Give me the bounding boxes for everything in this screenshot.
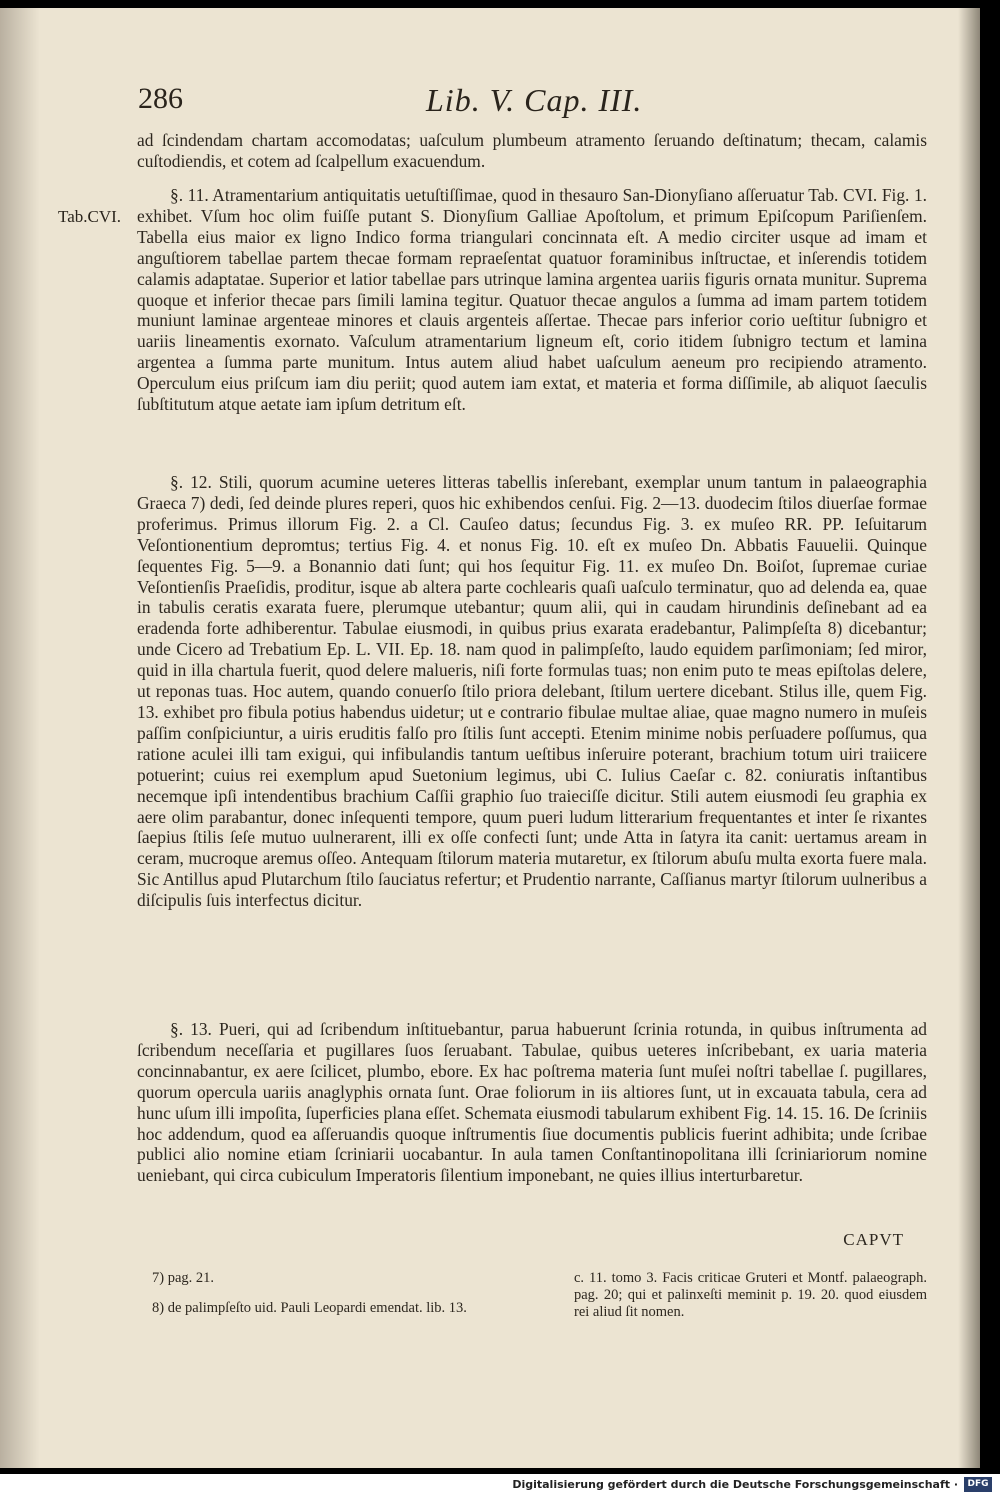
page-edge-shadow [958,8,980,1468]
page-number: 286 [138,82,183,115]
footnotes-left [152,1270,532,1330]
section-11-paragraph [137,185,927,415]
funding-credit: Digitalisierung gefördert durch die Deutsche Forschungsgemeinschaft · [512,1478,958,1491]
paragraph-text: ad ſcindendam chartam accomodatas; uaſculum plumbeum atramento ſeruando deſtinatum; thecam, calamis cuſtodiendis, et cotem ad ſcalpellum exacuendum. [137,130,927,171]
section-13-paragraph [137,1019,927,1186]
digitization-footer [0,1474,1000,1497]
paragraph-text: §. 12. Stili, quorum acumine ueteres litteras tabellis inſerebant, exemplar unum tantum in palaeographia Graeca 7) dedi, ſed deinde plures reperi, quos hic exhibendos cenſui. Fig. 2—13. duodecim ſtilos diuerſae formae proferimus. Primus illorum Fig. 2. a Cl. Cauſeo datus; ſecundus Fig. 3. ex muſeo RR. PP. Ieſuitarum Veſontionentium depromtus; tertius Fig. 4. et nonus Fig. 10. eſt ex muſeo Dn. Abbatis Fauuelii. Quinque ſequentes Fig. 5—9. a Bonannio dati ſunt; qui hos ſequitur Fig. 11. ex muſeo Dn. Boiſot, ſupremae curiae Veſontienſis Praeſidis, proditur, isque ab altera parte cochlearis quaſi uaſculo terminatur, quo ad delenda ea, quae in tabulis ceratis exarata fuere, plerumque utebantur; quum alii, qui in caudam hirundinis deſinebant ad ea eradenda forte adhiberentur. Tabulae eiusmodi, in quibus prius exarata eradebantur, Palimpſeſta 8) dicebantur; unde Cicero ad Trebatium Ep. L. VII. Ep. 18. nam quod in palimpſeſto, laudo equidem parſimoniam; ſed miror, quid in illa chartula fuerit, quod delere malueris, niſi forte formulas tuas; non enim puto te meas epiſtolas delere, ut reponas tuas. Hoc autem, quando conuerſo ſtilo priora delebant, ſtilum uertere dicebant. Stilus ille, quem Fig. 13. exhibet pro fibula potius habendus uidetur; ut e contrario fibulae multae aliae, quae magno numero in muſeis paſſim conſpiciuntur, a uiris eruditis falſo pro ſtilis ſunt accepti. Etenim minime nobis perſuadere poſſumus, qua ratione aculei illi tam exigui, qui infibulandis tantum ueſtibus inſeruire poterant, brachium totum uiri traiicere potuerint; cuius rei exemplum apud Suetonium legimus, ubi C. Iulius Caeſar c. 82. coniuratis inſtantibus necemque ipſi intendentibus brachium Caſſii graphio ſuo traieciſſe dicitur. Stili autem eiusmodi ſeu graphia ex aere olim parabantur, donec inſequenti tempore, quum pueri ludum litterarium frequentantes et inter ſe rixantes ſaepius ſtilis ſeſe mutuo uulnerarent, illi ex oſſe confecti ſunt; unde Atta in ſatyra ita canit: uertamus aream in ceram, mucroque aremus oſſeo. Antequam ſtilorum materia mutaretur, ex ſtilorum abuſu multa exorta fuere mala. Sic Antillus apud Plutarchum ſtilo ſauciatus refertur; et Prudentio narrante, Caſſianus martyr ſtilorum uulneribus a diſcipulis ſuis interfectus dicitur. [137,472,927,911]
chapter-heading: Lib. V. Cap. III. [426,82,643,118]
footnote-8: 8) de palimpſeſto uid. Pauli Leopardi emendat. lib. 13. [152,1300,467,1316]
footnotes-right [574,1270,927,1321]
margin-note: Tab.CVI. [58,207,122,226]
section-12-paragraph [137,472,927,911]
footnote-7: 7) pag. 21. [152,1270,215,1286]
intro-paragraph [137,130,927,172]
gutter-shadow [0,8,40,1468]
paragraph-text: §. 11. Atramentarium antiquitatis uetuſtiſſimae, quod in thesauro San-Dionyſiano aſſeruatur Tab. CVI. Fig. 1. exhibet. Vſum hoc olim fuiſſe putant S. Dionyſium Galliae Apoſtolum, et primum Epiſcopum Pariſienſem. Tabella eius maior ex ligno Indico forma triangulari concinnata eſt. A medio circiter usque ad imam et anguſtiorem tabellae partem thecae formam repraeſentat quatuor foraminibus inſtructae, et inſerendis totidem calamis adaptatae. Superior et latior tabellae pars utrinque lamina argentea uariis figuris ornata munitur. Suprema quoque et inferior thecae pars ſimili lamina tegitur. Quatuor thecae angulos a ſumma ad imam partem totidem muniunt laminae argenteae minores et clauis argenteis aſſertae. Thecae pars inferior corio ueſtitur ſubnigro et uariis lineamentis exornato. Vaſculum atramentarium ligneum eſt, corio itidem ſubnigro tectum et lamina argentea a ſumma parte munitum. Intus autem aliud habet uaſculum aeneum pro recipiendo atramento. Operculum eius priſcum iam diu periit; quod autem iam extat, et materia et forma diſſimile, ab aliquot ſaeculis ſubſtitutum atque aetate iam ipſum detritum eſt. [137,185,927,415]
catchword: CAPVT [843,1230,904,1249]
paragraph-text: §. 13. Pueri, qui ad ſcribendum inſtituebantur, parua habuerunt ſcrinia rotunda, in quibus inſtrumenta ad ſcribendum neceſſaria et pugillares ſuos ſeruabant. Tabulae, quibus ueteres inſcribebant, ex uaria materia concinnabantur, ex aere ſcilicet, plumbo, ebore. Ex hac poſtrema materia ſunt muſei noſtri tabellae ſ. pugillares, quorum opercula uariis anaglyphis ornata ſunt. Orae foliorum in iis altiores ſunt, ut in excauata tabula, cera ad hunc uſum illi impoſita, ſuperficies plana eſſet. Schemata eiusmodi tabularum exhibent Fig. 14. 15. 16. De ſcriniis hoc addendum, quod ea aſſeruandis quoque inſtrumentis ſiue documentis publicis fuerint adhibita; unde ſcribae publici alio nomine etiam ſcriniarii uocabantur. In aula tamen Conſtantinopolitana illi ſcriniariorum nomine ueniebant, qui circa cubiculum Imperatoris ſilentium imponebant, ne quies illius interturbaretur. [137,1019,927,1186]
book-page [0,8,980,1468]
footnote-8-continuation: c. 11. tomo 3. Facis criticae Gruteri et Montf. palaeograph. pag. 20; qui et palinxeſti meminit p. 19. 20. quod eiusdem rei aliud ſit nomen. [574,1270,927,1320]
running-head [138,82,928,132]
dfg-logo: DFG [964,1477,992,1492]
